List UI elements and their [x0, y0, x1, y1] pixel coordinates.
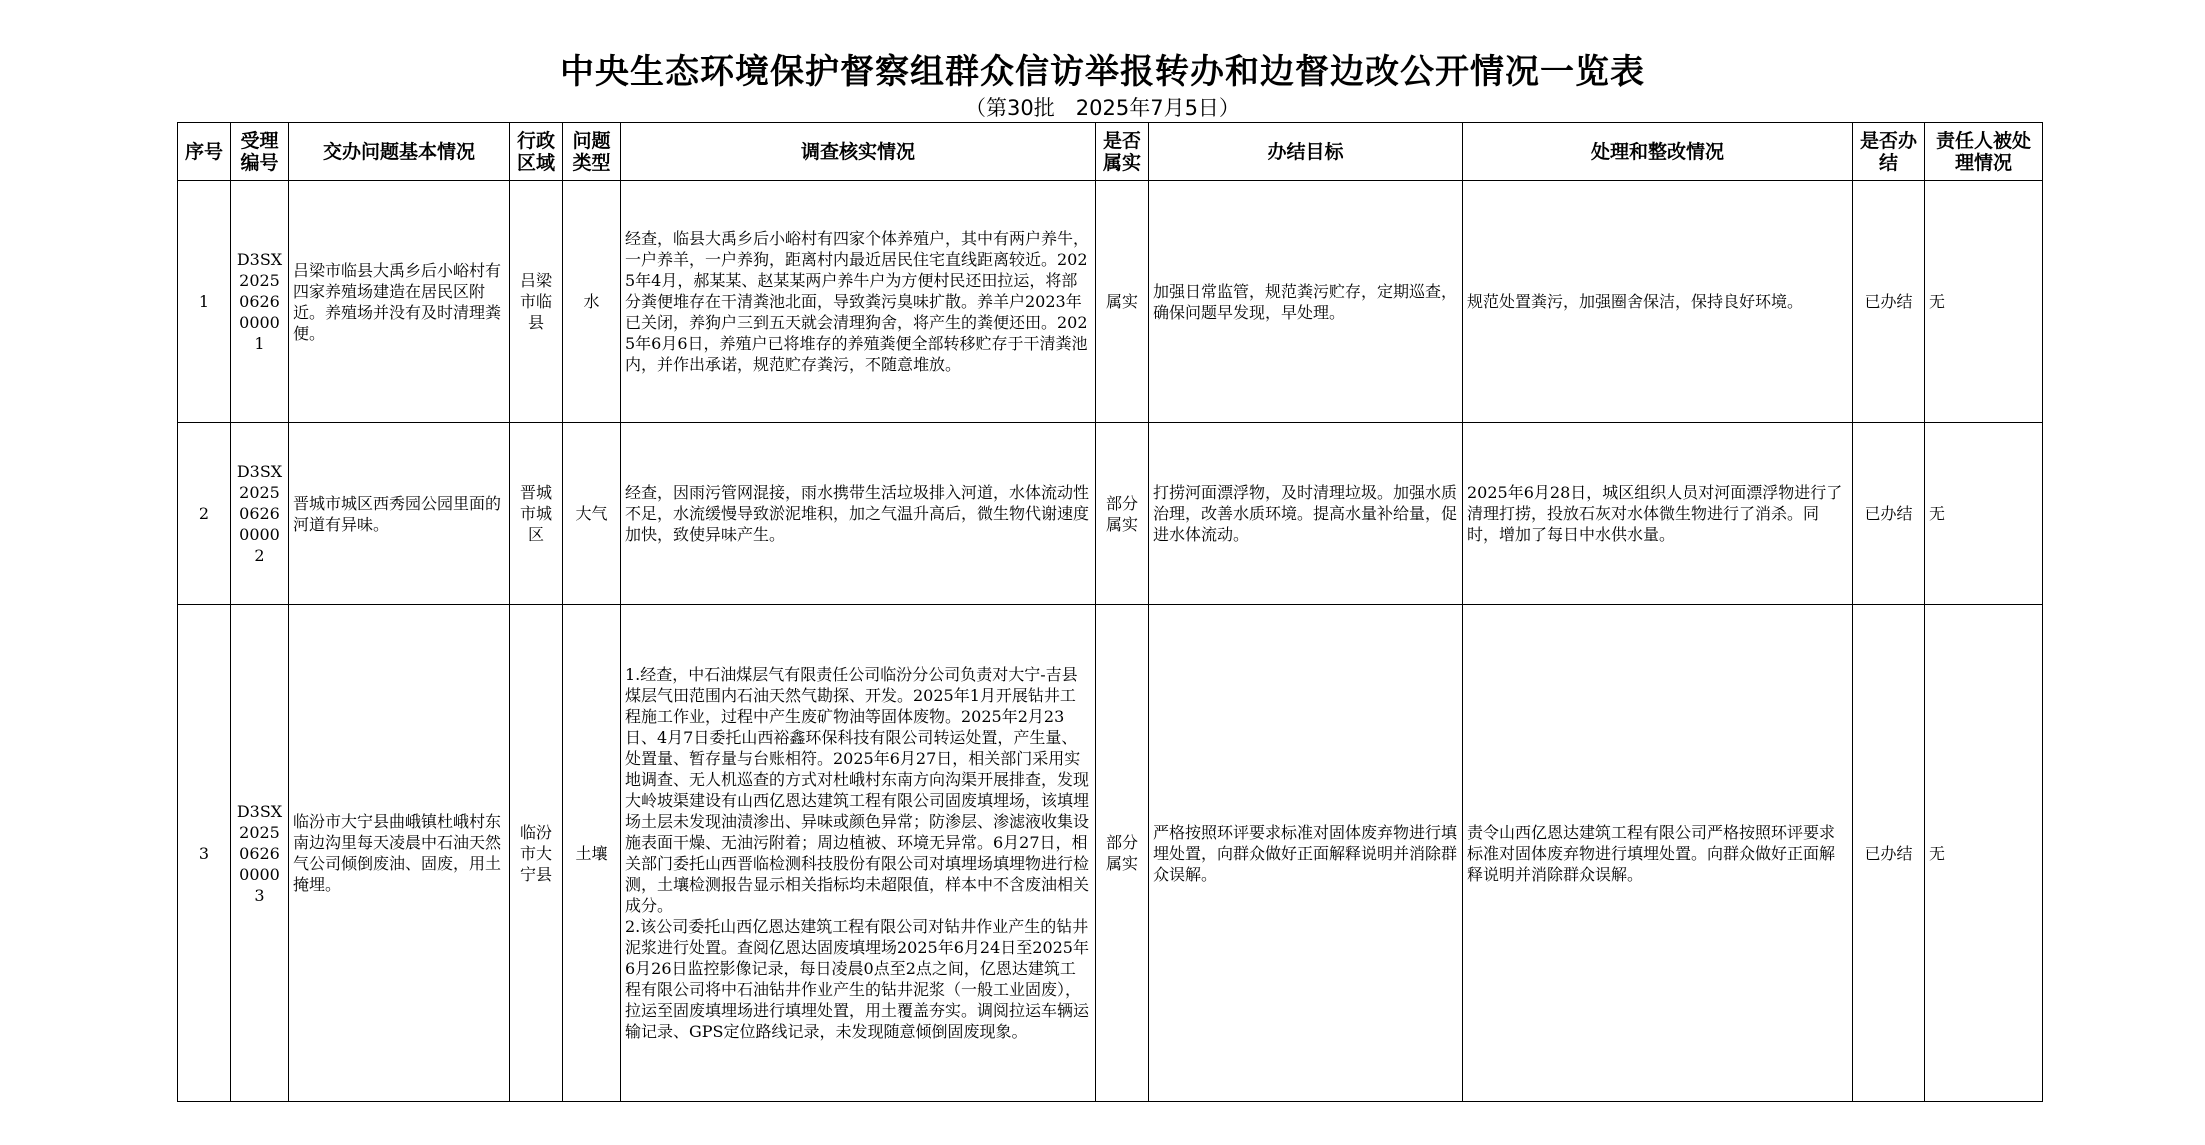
- cell-issue: 吕梁市临县大禹乡后小峪村有四家养殖场建造在居民区附近。养殖场并没有及时清理粪便。: [289, 181, 510, 423]
- header-type: 问题类型: [563, 123, 621, 181]
- header-goal: 办结目标: [1149, 123, 1463, 181]
- cell-investigation: [621, 605, 1096, 1102]
- cell-goal: 打捞河面漂浮物，及时清理垃圾。加强水质治理，改善水质环境。提高水量补给量，促进水体流动。: [1149, 423, 1463, 605]
- cell-code: D3SX2025062600002: [231, 423, 289, 605]
- header-accountability: 责任人被处理情况: [1925, 123, 2043, 181]
- cell-seq: 2: [178, 423, 231, 605]
- cell-region: 吕梁市临县: [510, 181, 563, 423]
- header-investigation: 调查核实情况: [621, 123, 1096, 181]
- cell-goal: 加强日常监管，规范粪污贮存，定期巡查，确保问题早发现，早处理。: [1149, 181, 1463, 423]
- header-code: 受理编号: [231, 123, 289, 181]
- cell-investigation: 经查，因雨污管网混接，雨水携带生活垃圾排入河道，水体流动性不足，水流缓慢导致淤泥堆积，加之气温升高后，微生物代谢速度加快，致使异味产生。: [621, 423, 1096, 605]
- page-title: 中央生态环境保护督察组群众信访举报转办和边督边改公开情况一览表: [560, 52, 1645, 92]
- cell-issue: 晋城市城区西秀园公园里面的河道有异味。: [289, 423, 510, 605]
- cell-closed: 已办结: [1853, 605, 1925, 1102]
- cell-accountability: 无: [1925, 181, 2043, 423]
- cell-accountability: 无: [1925, 423, 2043, 605]
- table-row: [178, 181, 2043, 423]
- cell-accountability: 无: [1925, 605, 2043, 1102]
- header-closed: 是否办结: [1853, 123, 1925, 181]
- cell-closed: 已办结: [1853, 423, 1925, 605]
- cell-verified: 部分属实: [1096, 605, 1149, 1102]
- cell-seq: 1: [178, 181, 231, 423]
- cell-verified: 属实: [1096, 181, 1149, 423]
- cell-goal: 严格按照环评要求标准对固体废弃物进行填埋处置，向群众做好正面解释说明并消除群众误解。: [1149, 605, 1463, 1102]
- header-row: [178, 123, 2043, 181]
- cell-type: 土壤: [563, 605, 621, 1102]
- cell-region: 晋城市城区: [510, 423, 563, 605]
- header-issue: 交办问题基本情况: [289, 123, 510, 181]
- cell-region: 临汾市大宁县: [510, 605, 563, 1102]
- cell-closed: 已办结: [1853, 181, 1925, 423]
- cell-code: D3SX2025062600001: [231, 181, 289, 423]
- cell-investigation: 经查，临县大禹乡后小峪村有四家个体养殖户，其中有两户养牛，一户养羊，一户养狗，距离村内最近居民住宅直线距离较近。2025年4月，郝某某、赵某某两户养牛户为方便村民还田拉运，将部分粪便堆存在干清粪池北面，导致粪污臭味扩散。养羊户2023年已关闭，养狗户三到五天就会清理狗舍，将产生的粪便还田。2025年6月6日，养殖户已将堆存的养殖粪便全部转移贮存于干清粪池内，并作出承诺，规范贮存粪污，不随意堆放。: [621, 181, 1096, 423]
- cell-type: 大气: [563, 423, 621, 605]
- header-verified: 是否属实: [1096, 123, 1149, 181]
- report-table: [177, 122, 2043, 1102]
- batch-date: （第30批 2025年7月5日）: [965, 96, 1240, 120]
- cell-seq: 3: [178, 605, 231, 1102]
- investigation-paragraph-1: 1.经查，中石油煤层气有限责任公司临汾分公司负责对大宁-吉县煤层气田范围内石油天然气勘探、开发。2025年1月开展钻井工程施工作业，过程中产生废矿物油等固体废物。2025年2月23日、4月7日委托山西裕鑫环保科技有限公司转运处置，产生量、处置量、暂存量与台账相符。2025年6月27日，相关部门采用实地调查、无人机巡查的方式对杜峨村东南方向沟渠开展排查，发现大岭坡渠建设有山西亿恩达建筑工程有限公司固废填埋场，该填埋场土层未发现油渍渗出、异味或颜色异常；防渗层、渗滤液收集设施表面干燥、无油污附着；周边植被、环境无异常。6月27日，相关部门委托山西晋临检测科技股份有限公司对填埋场填埋物进行检测，土壤检测报告显示相关指标均未超限值，样本中不含废油相关成分。: [625, 665, 1090, 915]
- cell-issue: 临汾市大宁县曲峨镇杜峨村东南边沟里每天凌晨中石油天然气公司倾倒废油、固废，用土掩埋。: [289, 605, 510, 1102]
- cell-handling: 2025年6月28日，城区组织人员对河面漂浮物进行了清理打捞，投放石灰对水体微生物进行了消杀。同时，增加了每日中水供水量。: [1463, 423, 1853, 605]
- investigation-paragraph-2: 2.该公司委托山西亿恩达建筑工程有限公司对钻井作业产生的钻井泥浆进行处置。查阅亿恩达固废填埋场2025年6月24日至2025年6月26日监控影像记录，每日凌晨0点至2点之间，亿恩达建筑工程有限公司将中石油钻井作业产生的钻井泥浆（一般工业固废），拉运至固废填埋场进行填埋处置，用土覆盖夯实。调阅拉运车辆运输记录、GPS定位路线记录，未发现随意倾倒固废现象。: [625, 917, 1090, 1041]
- cell-verified: 部分属实: [1096, 423, 1149, 605]
- table-row: [178, 423, 2043, 605]
- cell-code: D3SX2025062600003: [231, 605, 289, 1102]
- cell-handling: 规范处置粪污，加强圈舍保洁，保持良好环境。: [1463, 181, 1853, 423]
- header-seq: 序号: [178, 123, 231, 181]
- table-row: [178, 605, 2043, 1102]
- header-region: 行政区域: [510, 123, 563, 181]
- header-handling: 处理和整改情况: [1463, 123, 1853, 181]
- cell-type: 水: [563, 181, 621, 423]
- cell-handling: 责令山西亿恩达建筑工程有限公司严格按照环评要求标准对固体废弃物进行填埋处置。向群众做好正面解释说明并消除群众误解。: [1463, 605, 1853, 1102]
